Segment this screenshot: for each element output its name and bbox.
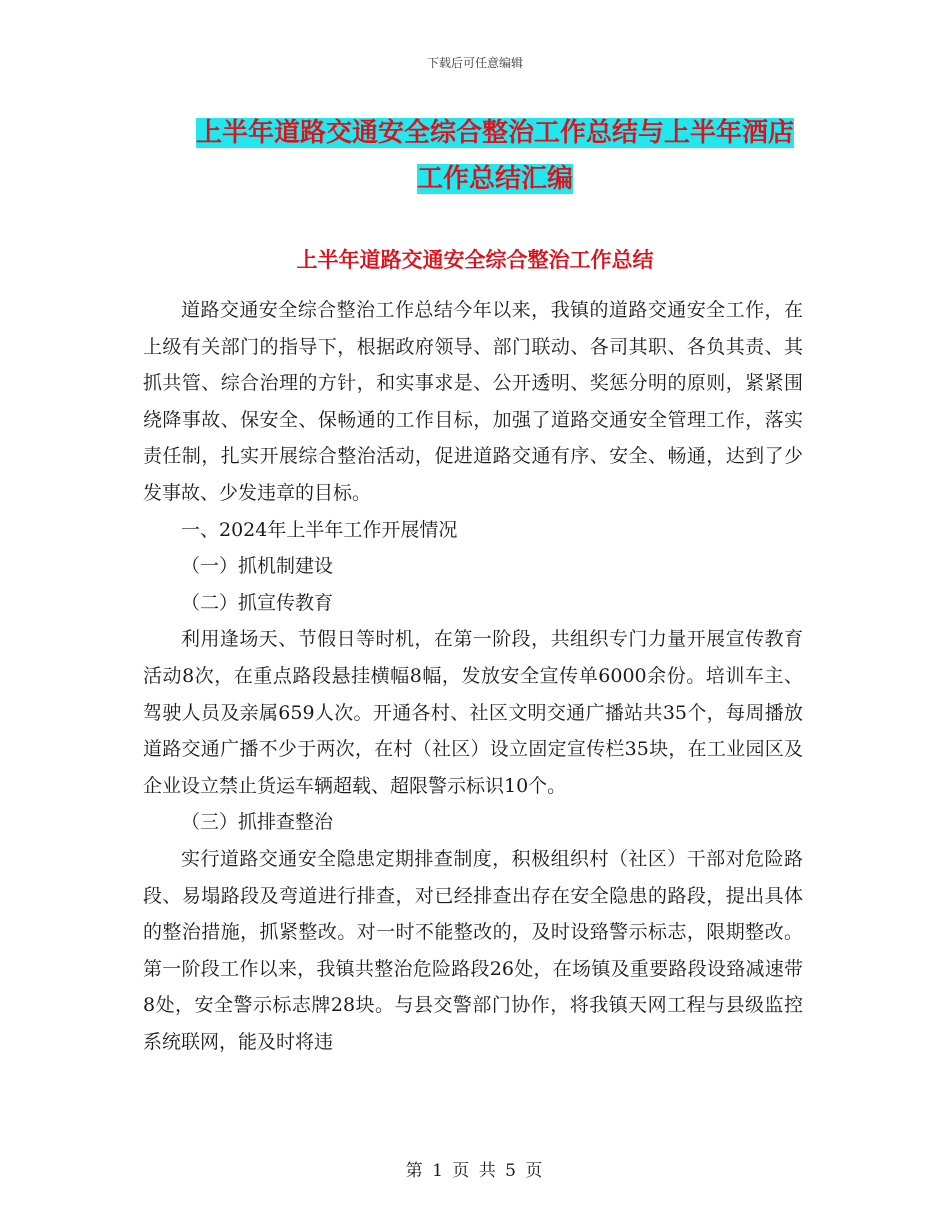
heading-subsection-2: （二）抓宣传教育 — [181, 591, 334, 614]
document-title-line-2: 工作总结汇编 — [416, 164, 573, 194]
section-title: 上半年道路交通安全综合整治工作总结 — [296, 247, 654, 272]
document-title-line-1: 上半年道路交通安全综合整治工作总结与上半年酒店 — [195, 118, 794, 148]
document-body — [143, 292, 803, 1060]
paragraph-publicity: 利用逢场天、节假日等时机，在第一阶段，共组织专门力量开展宣传教育活动8次，在重点路段悬挂横幅8幅，发放安全宣传单6000余份。培训车主、驾驶人员及亲属659人次。开通各村、社区文明交通广播站共35个，每周播放道路交通广播不少于两次，在村（社区）设立固定宣传栏35块，在工业园区及企业设立禁止货运车辆超载、超限警示标识10个。 — [143, 628, 803, 797]
document-title — [175, 110, 815, 202]
paragraph-inspection: 实行道路交通安全隐患定期排查制度，积极组织村（社区）干部对危险路段、易塌路段及弯道进行排查，对已经排查出存在安全隐患的路段，提出具体的整治措施，抓紧整改。对一时不能整改的，及时设臵警示标志，限期整改。第一阶段工作以来，我镇共整治危险路段26处，在场镇及重要路段设臵减速带8处，安全警示标志牌28块。与县交警部门协作，将我镇天网工程与县级监控系统联网，能及时将违 — [143, 847, 803, 1053]
header-note: 下载后可任意编辑 — [426, 56, 523, 70]
paragraph-intro: 道路交通安全综合整治工作总结今年以来，我镇的道路交通安全工作，在上级有关部门的指导下，根据政府领导、部门联动、各司其职、各负其责、其抓共管、综合治理的方针，和实事求是、公开透明、奖惩分明的原则，紧紧围绕降事故、保安全、保畅通的工作目标，加强了道路交通安全管理工作，落实责任制，扎实开展综合整治活动，促进道路交通有序、安全、畅通，达到了少发事故、少发违章的目标。 — [143, 299, 803, 504]
heading-section-1: 一、2024年上半年工作开展情况 — [181, 518, 458, 541]
heading-subsection-3: （三）抓排查整治 — [181, 811, 334, 834]
heading-subsection-1: （一）抓机制建设 — [181, 555, 334, 578]
page-number: 第 1 页 共 5 页 — [405, 1161, 545, 1181]
